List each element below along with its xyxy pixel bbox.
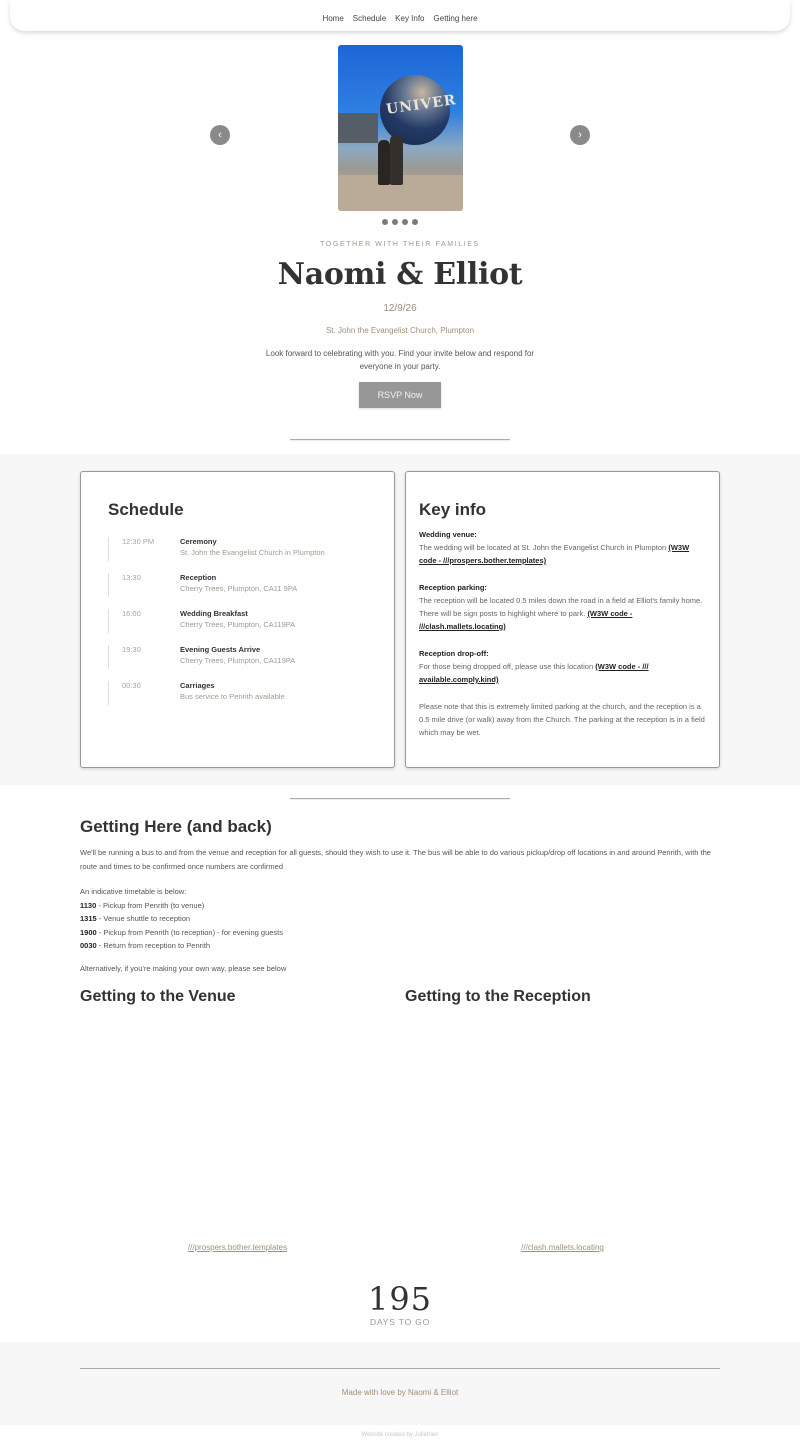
carousel-indicators: [0, 219, 800, 225]
photo-sign-text: UNIVER: [385, 92, 458, 118]
nav-getting-here[interactable]: Getting here: [433, 14, 478, 23]
timetable-time: 1315: [80, 914, 97, 923]
schedule-event: Carriages: [180, 681, 215, 690]
key-info-venue: [419, 528, 707, 567]
couple-names: Naomi & Elliot: [277, 257, 523, 292]
footer-divider: [80, 1368, 720, 1369]
dropoff-text: For those being dropped off, please use this location: [419, 662, 594, 671]
schedule-time: 13:30: [122, 573, 141, 582]
schedule-event: Reception: [180, 573, 217, 582]
wedding-date: 12/9/26: [383, 303, 417, 314]
person-figure: [378, 140, 390, 185]
carousel-photo: [338, 45, 463, 211]
key-info-dropoff: [419, 647, 707, 686]
schedule-time: 19:30: [122, 645, 141, 654]
section-divider: [290, 798, 510, 799]
key-info-note: Please note that this is extremely limited parking at the church, and the reception is a 0.5 mile drive (or walk) away from the Church. The parking at the reception is in a field which may be wet.: [419, 702, 705, 737]
dropoff-heading: Reception drop-off:: [419, 649, 489, 658]
wedding-venue: St. John the Evangelist Church, Plumpton: [325, 326, 475, 335]
getting-here-title: Getting Here (and back): [80, 817, 272, 836]
nav-schedule[interactable]: Schedule: [352, 14, 387, 23]
section-divider: [290, 439, 510, 440]
reception-map-embed[interactable]: [405, 1015, 720, 1235]
countdown-label: DAYS TO GO: [370, 1317, 430, 1327]
alt-travel-text: Alternatively, if you're making your own way, please see below: [80, 964, 287, 973]
carousel-next-button[interactable]: [570, 125, 590, 145]
timetable-time: 1900: [80, 927, 97, 937]
venue-directions-heading: Getting to the Venue: [80, 988, 236, 1005]
reception-w3w-map-link[interactable]: ///clash.mallets.locating: [521, 1243, 604, 1252]
getting-here-intro: We'll be running a bus to and from the venue and reception for all guests, should they wish to use it. The bus will be able to do various pickup/drop off locations in and around Penrith, with the route and times to be confirmed once numbers are confirmed: [80, 848, 711, 871]
footer-text: Made with love by Naomi & Elliot: [341, 1388, 459, 1397]
schedule-time: 00:30: [122, 681, 141, 690]
schedule-item: [108, 681, 378, 705]
top-navigation: [10, 0, 790, 31]
schedule-item: [108, 573, 378, 597]
schedule-location: St. John the Evangelist Church in Plumpton: [180, 548, 325, 557]
schedule-location: Cherry Trees, Plumpton, CA119PA: [180, 656, 296, 665]
parking-heading: Reception parking:: [419, 583, 487, 592]
nav-key-info[interactable]: Key Info: [395, 14, 425, 23]
key-info-card: [405, 471, 720, 768]
key-info-title: Key info: [419, 500, 487, 519]
schedule-item: [108, 537, 378, 561]
reception-directions-heading: Getting to the Reception: [405, 988, 591, 1005]
schedule-card: [80, 471, 395, 768]
timetable-desc: - Pickup from Penrith (to reception) - for evening guests: [96, 927, 284, 937]
countdown-days: 195: [367, 1280, 433, 1318]
schedule-event: Wedding Breakfast: [180, 609, 248, 618]
venue-w3w-map-link[interactable]: ///prospers.bother.templates: [187, 1243, 288, 1252]
hero-intro: Look forward to celebrating with you. Find your invite below and respond for everyone in your party.: [265, 349, 535, 371]
schedule-event: Ceremony: [180, 537, 217, 546]
venue-w3w-link[interactable]: (W3W code - ///prospers.bother.templates): [419, 543, 690, 565]
nav-home[interactable]: Home: [322, 14, 344, 23]
parking-text: The reception will be located 0.5 miles down the road in a field at Elliot's family home. There will be sign posts to highlight where to park.: [419, 596, 703, 618]
timetable-time: 0030: [80, 941, 97, 950]
carousel-dot-1[interactable]: [382, 219, 388, 225]
dropoff-w3w-link[interactable]: (W3W code - /// available.comply.kind): [419, 662, 649, 684]
bus-timetable: [80, 885, 720, 953]
carousel-dot-3[interactable]: [402, 219, 408, 225]
hero-tagline: TOGETHER WITH THEIR FAMILIES: [320, 241, 480, 248]
venue-heading: Wedding venue:: [419, 530, 477, 539]
schedule-time: 16:00: [122, 609, 141, 618]
key-info-parking: [419, 581, 707, 633]
site-credit[interactable]: Website created by Juliethen: [361, 1432, 439, 1438]
timetable-desc: - Venue shuttle to reception: [96, 914, 191, 923]
timetable-label: An indicative timetable is below:: [80, 887, 187, 896]
chevron-right-icon: ›: [578, 129, 582, 141]
chevron-left-icon: ‹: [218, 129, 222, 141]
schedule-title: Schedule: [108, 500, 184, 519]
venue-text: The wedding will be located at St. John the Evangelist Church in Plumpton: [419, 543, 667, 552]
schedule-event: Evening Guests Arrive: [180, 645, 261, 654]
schedule-item: [108, 645, 378, 669]
schedule-item: [108, 609, 378, 633]
schedule-time: 12:30 PM: [122, 537, 155, 546]
schedule-location: Bus service to Penrith available: [180, 692, 285, 701]
timetable-desc: - Pickup from Penrith (to venue): [96, 900, 205, 910]
timetable-desc: - Return from reception to Penrith: [96, 941, 211, 950]
person-figure: [390, 135, 403, 185]
schedule-location: Cherry Trees, Plumpton, CA11 9PA: [180, 584, 298, 593]
carousel-dot-2[interactable]: [392, 219, 398, 225]
carousel-prev-button[interactable]: [210, 125, 230, 145]
footer: [0, 1342, 800, 1425]
parking-w3w-link[interactable]: (W3W code - ///clash.mallets.locating): [419, 609, 633, 631]
venue-map-embed[interactable]: [80, 1015, 395, 1235]
rsvp-button[interactable]: RSVP Now: [359, 382, 441, 408]
timetable-time: 1130: [80, 900, 97, 910]
carousel-dot-4[interactable]: [412, 219, 418, 225]
schedule-location: Cherry Trees, Plumpton, CA119PA: [180, 620, 296, 629]
